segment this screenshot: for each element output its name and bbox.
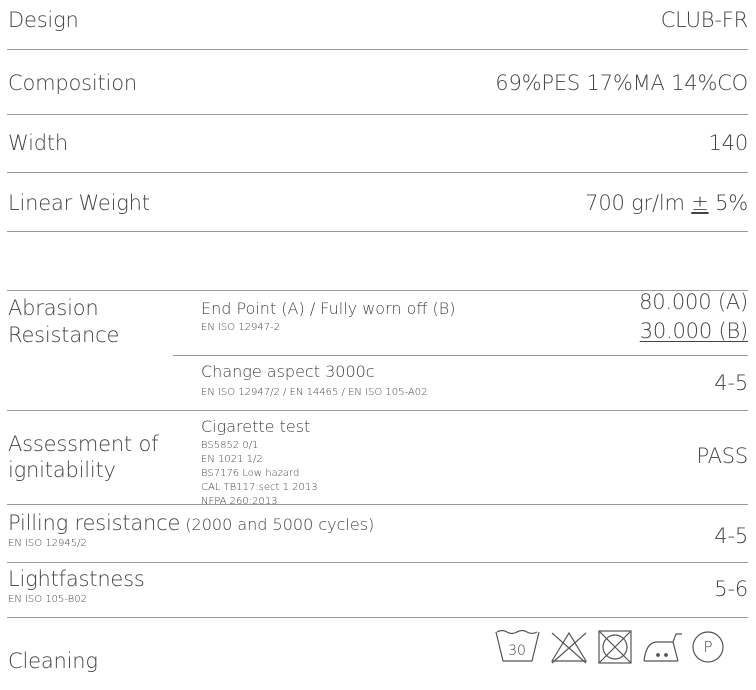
dry-clean-p-icon <box>693 632 723 662</box>
pilling-standard: EN ISO 12945/2 <box>8 538 87 549</box>
change-aspect-standard: EN ISO 12947/2 / EN 14465 / EN ISO 105-A02 <box>201 387 428 398</box>
design-label: Design <box>8 8 79 32</box>
divider <box>173 355 748 356</box>
pilling-label-row <box>8 513 374 534</box>
ignitability-label-line1: Assessment of <box>8 432 159 456</box>
lightfastness-value: 5-6 <box>714 577 748 601</box>
ignitability-value: PASS <box>696 444 748 468</box>
wash-temp-text: 30 <box>508 643 526 659</box>
pilling-value: 4-5 <box>714 524 748 548</box>
divider <box>7 114 748 115</box>
abrasion-label-line1: Abrasion <box>8 296 99 320</box>
care-icons <box>494 630 754 678</box>
ignitability-standard: CAL TB117:sect 1 2013 <box>201 482 318 493</box>
linear-weight-tolerance: 5% <box>708 191 748 215</box>
pilling-note: (2000 and 5000 cycles) <box>185 515 375 534</box>
divider <box>7 172 748 173</box>
change-aspect-test-name: Change aspect 3000c <box>201 362 375 381</box>
ignitability-standard: BS7176 Low hazard <box>201 468 300 479</box>
divider <box>7 49 748 50</box>
design-value: CLUB-FR <box>660 8 748 32</box>
care-icons-svg <box>494 630 754 674</box>
divider <box>7 617 748 618</box>
divider <box>7 410 748 411</box>
divider <box>7 231 748 232</box>
cleaning-label: Cleaning <box>8 649 98 673</box>
abrasion-test-standard: EN ISO 12947-2 <box>201 322 281 333</box>
do-not-bleach-icon <box>552 633 586 663</box>
width-value: 140 <box>708 131 748 155</box>
composition-label: Composition <box>8 71 137 95</box>
composition-value: 69%PES 17%MA 14%CO <box>495 71 748 95</box>
divider <box>7 290 748 291</box>
linear-weight-amount: 700 gr/lm <box>585 191 692 215</box>
abrasion-value-a: 80.000 (A) <box>639 290 748 314</box>
lightfastness-label: Lightfastness <box>8 567 145 591</box>
do-not-tumble-dry-icon <box>599 631 631 663</box>
width-label: Width <box>8 131 69 155</box>
ignitability-standard: NFPA 260:2013 <box>201 496 278 507</box>
ignitability-standard: EN 1021 1/2 <box>201 454 263 465</box>
divider <box>7 562 748 563</box>
linear-weight-value <box>585 193 748 214</box>
pilling-label: Pilling resistance <box>8 511 181 535</box>
abrasion-value-b: 30.000 (B) <box>639 319 748 343</box>
dry-clean-letter: P <box>703 638 713 656</box>
abrasion-label-line2: Resistance <box>8 323 120 347</box>
ignitability-label-line2: ignitability <box>8 458 116 482</box>
cigarette-test-name: Cigarette test <box>201 417 311 436</box>
ignitability-standard: BS5852 0/1 <box>201 440 259 451</box>
iron-two-dots-icon <box>644 634 682 661</box>
plus-minus-sign: ± <box>691 191 709 215</box>
change-aspect-value: 4-5 <box>714 371 748 395</box>
linear-weight-label: Linear Weight <box>8 191 150 215</box>
lightfastness-standard: EN ISO 105-B02 <box>8 594 87 605</box>
wash-30-icon <box>496 631 539 662</box>
abrasion-test-name: End Point (A) / Fully worn off (B) <box>201 299 456 318</box>
divider <box>7 504 748 505</box>
